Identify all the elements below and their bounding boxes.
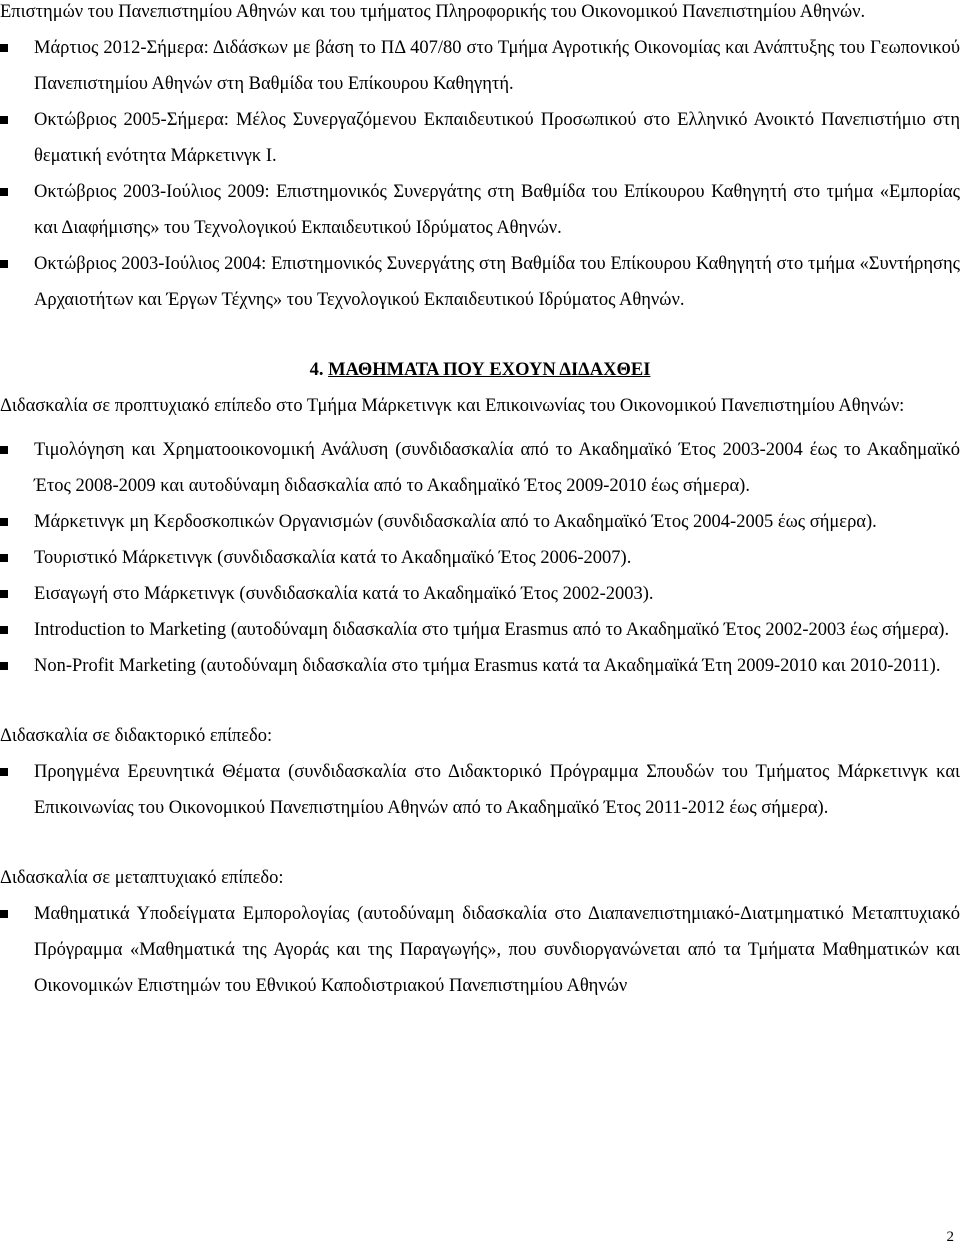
square-bullet-icon bbox=[0, 432, 34, 468]
experience-text: Οκτώβριος 2003-Ιούλιος 2009: Επιστημονικός Συνεργάτης στη Βαθμίδα του Επίκουρου Καθηγητή στο τμήμα «Εμπορίας και Διαφήμισης» του Τεχνολογικού Εκπαιδευτικού Ιδρύματος Αθηνών. bbox=[34, 182, 960, 238]
course-item bbox=[34, 432, 960, 504]
spacer bbox=[34, 684, 960, 718]
course-text: Non-Profit Marketing (αυτοδύναμη διδασκαλία στο τμήμα Erasmus κατά τα Ακαδημαϊκά Έτη 2009-2010 και 2010-2011). bbox=[34, 656, 941, 676]
square-bullet-icon bbox=[0, 576, 34, 612]
section-number: 4. bbox=[309, 360, 329, 380]
square-bullet-icon bbox=[0, 504, 34, 540]
doctoral-intro: Διδασκαλία σε διδακτορικό επίπεδο: bbox=[0, 726, 273, 746]
experience-text: Οκτώβριος 2005-Σήμερα: Μέλος Συνεργαζόμενου Εκπαιδευτικού Προσωπικού στο Ελληνικό Ανοικτό Πανεπιστήμιο στη θεματική ενότητα Μάρκετινγκ Ι. bbox=[34, 110, 960, 166]
course-text: Εισαγωγή στο Μάρκετινγκ (συνδιδασκαλία κατά το Ακαδημαϊκό Έτος 2002-2003). bbox=[34, 584, 654, 604]
experience-text: Μάρτιος 2012-Σήμερα: Διδάσκων με βάση το ΠΔ 407/80 στο Τμήμα Αγροτικής Οικονομίας και Ανάπτυξης του Γεωπονικού Πανεπιστημίου Αθηνών στη Βαθμίδα του Επίκουρου Καθηγητή. bbox=[34, 38, 960, 94]
course-item bbox=[34, 648, 960, 684]
square-bullet-icon bbox=[0, 102, 34, 138]
square-bullet-icon bbox=[0, 612, 34, 648]
course-item bbox=[34, 504, 960, 540]
square-bullet-icon bbox=[0, 540, 34, 576]
course-text: Μαθηματικά Υποδείγματα Εμπορολογίας (αυτοδύναμη διδασκαλία στο Διαπανεπιστημιακό-Διατμηματικό Μεταπτυχιακό Πρόγραμμα «Μαθηματικά της Αγοράς και της Παραγωγής», που συνδιοργανώνεται από τα Τμήματα Μαθηματικών και Οικονομικών Επιστημών του Εθνικού Καποδιστριακού Πανεπιστημίου Αθηνών bbox=[34, 904, 960, 996]
experience-item bbox=[34, 174, 960, 246]
spacer bbox=[34, 318, 960, 352]
undergraduate-intro: Διδασκαλία σε προπτυχιακό επίπεδο στο Τμήμα Μάρκετινγκ και Επικοινωνίας του Οικονομικού Πανεπιστημίου Αθηνών: bbox=[0, 396, 905, 416]
square-bullet-icon bbox=[0, 174, 34, 210]
square-bullet-icon bbox=[0, 246, 34, 282]
course-item bbox=[34, 576, 960, 612]
page-number: 2 bbox=[946, 1229, 954, 1245]
section-title: ΜΑΘΗΜΑΤΑ ΠΟΥ ΕΧΟΥΝ ΔΙΔΑΧΘΕΙ bbox=[328, 360, 651, 380]
course-text: Μάρκετινγκ μη Κερδοσκοπικών Οργανισμών (συνδιδασκαλία από το Ακαδημαϊκό Έτος 2004-2005 έως σήμερα). bbox=[34, 512, 877, 532]
course-text: Προηγμένα Ερευνητικά Θέματα (συνδιδασκαλία στο Διδακτορικό Πρόγραμμα Σπουδών του Τμήματος Μάρκετινγκ και Επικοινωνίας του Οικονομικού Πανεπιστημίου Αθηνών από το Ακαδημαϊκό Έτος 2011-2012 έως σήμερα). bbox=[34, 762, 960, 818]
course-text: Τουριστικό Μάρκετινγκ (συνδιδασκαλία κατά το Ακαδημαϊκό Έτος 2006-2007). bbox=[34, 548, 632, 568]
course-text: Introduction to Marketing (αυτοδύναμη διδασκαλία στο τμήμα Erasmus από το Ακαδημαϊκό Έτος 2002-2003 έως σήμερα). bbox=[34, 620, 950, 640]
experience-item bbox=[34, 102, 960, 174]
continued-paragraph: Επιστημών του Πανεπιστημίου Αθηνών και του τμήματος Πληροφορικής του Οικονομικού Πανεπιστημίου Αθηνών. bbox=[0, 2, 866, 22]
course-item bbox=[34, 896, 960, 1004]
course-item bbox=[34, 612, 960, 648]
course-item bbox=[34, 754, 960, 826]
course-text: Τιμολόγηση και Χρηματοοικονομική Ανάλυση (συνδιδασκαλία από το Ακαδημαϊκό Έτος 2003-2004 έως το Ακαδημαϊκό Έτος 2008-2009 και αυτοδύναμη διδασκαλία από το Ακαδημαϊκό Έτος 2009-2010 έως σήμερα). bbox=[34, 440, 960, 496]
experience-text: Οκτώβριος 2003-Ιούλιος 2004: Επιστημονικός Συνεργάτης στη Βαθμίδα του Επίκουρου Καθηγητή στο τμήμα «Συντήρησης Αρχαιοτήτων και Έργων Τέχνης» του Τεχνολογικού Εκπαιδευτικού Ιδρύματος Αθηνών. bbox=[34, 254, 960, 310]
section-heading bbox=[0, 352, 960, 388]
postgraduate-intro: Διδασκαλία σε μεταπτυχιακό επίπεδο: bbox=[0, 868, 284, 888]
square-bullet-icon bbox=[0, 30, 34, 66]
course-item bbox=[34, 540, 960, 576]
square-bullet-icon bbox=[0, 754, 34, 790]
square-bullet-icon bbox=[0, 648, 34, 684]
square-bullet-icon bbox=[0, 896, 34, 932]
experience-item bbox=[34, 30, 960, 102]
spacer bbox=[34, 826, 960, 860]
experience-item bbox=[34, 246, 960, 318]
